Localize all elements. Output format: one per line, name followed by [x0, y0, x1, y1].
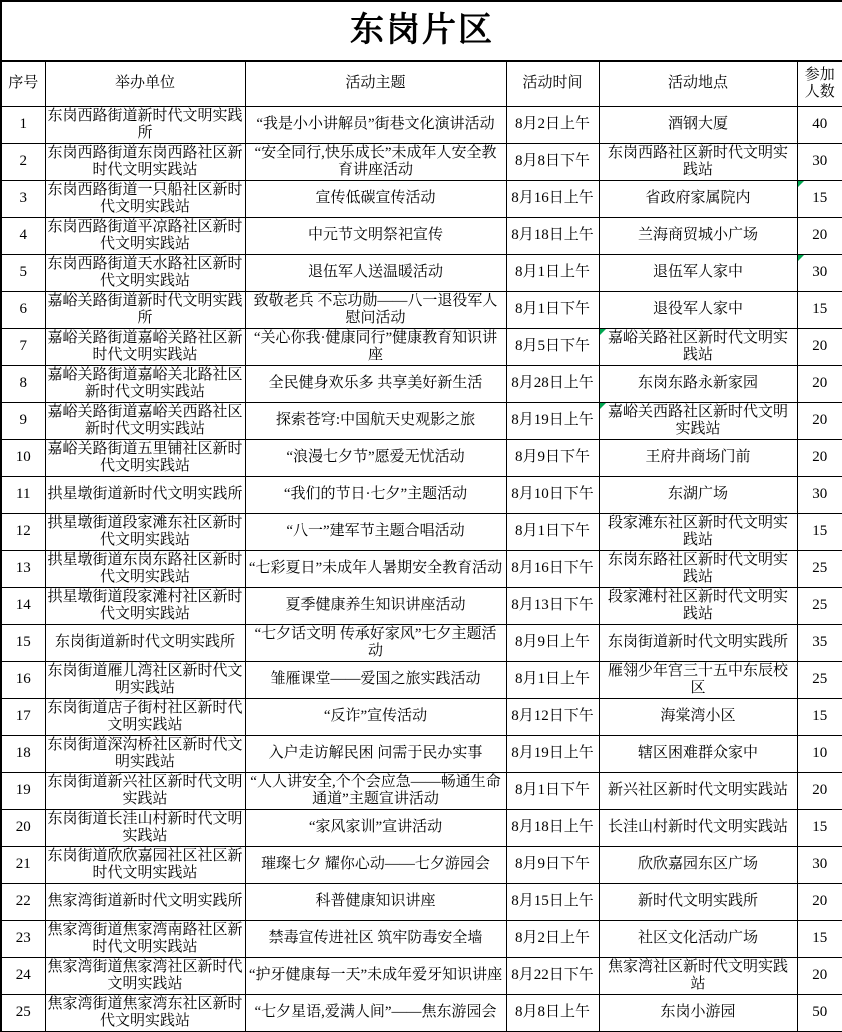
col-header-organizer: 举办单位	[45, 61, 245, 106]
cell-location: 雁翎少年宫三十五中东辰校区	[599, 661, 797, 698]
cell-organizer: 东岗街道新兴社区新时代文明实践站	[45, 772, 245, 809]
cell-location: 嘉峪关路社区新时代文明实践站	[599, 328, 797, 365]
cell-location: 嘉峪关西路社区新时代文明实践站	[599, 402, 797, 439]
cell-location: 辖区困难群众家中	[599, 735, 797, 772]
table-row	[1, 661, 842, 698]
cell-time: 8月8日上午	[506, 994, 599, 1032]
cell-index: 6	[1, 291, 45, 328]
cell-index: 8	[1, 365, 45, 402]
cell-participants: 20	[797, 365, 842, 402]
title-row	[1, 1, 842, 61]
cell-theme: “关心你我·健康同行”健康教育知识讲座	[245, 328, 506, 365]
cell-time: 8月2日上午	[506, 106, 599, 143]
cell-organizer: 嘉峪关路街道新时代文明实践所	[45, 291, 245, 328]
cell-location: 东岗东路永新家园	[599, 365, 797, 402]
table-row	[1, 513, 842, 550]
cell-time: 8月9日下午	[506, 846, 599, 883]
cell-index: 23	[1, 920, 45, 957]
cell-organizer: 拱星墩街道新时代文明实践所	[45, 476, 245, 513]
cell-location: 社区文化活动广场	[599, 920, 797, 957]
table-row	[1, 957, 842, 994]
cell-participants: 30	[797, 143, 842, 180]
cell-participants: 15	[797, 291, 842, 328]
table-row	[1, 772, 842, 809]
cell-time: 8月2日上午	[506, 920, 599, 957]
table-body	[1, 106, 842, 1032]
cell-location: 省政府家属院内	[599, 180, 797, 217]
cell-participants: 30	[797, 846, 842, 883]
cell-organizer: 东岗西路街道平凉路社区新时代文明实践站	[45, 217, 245, 254]
cell-time: 8月1日下午	[506, 513, 599, 550]
table-row	[1, 920, 842, 957]
cell-theme: “七夕话文明 传承好家风”七夕主题活动	[245, 624, 506, 661]
cell-error-indicator-icon	[798, 255, 804, 261]
cell-time: 8月19日上午	[506, 735, 599, 772]
cell-theme: 宣传低碳宣传活动	[245, 180, 506, 217]
table-row	[1, 328, 842, 365]
table-row	[1, 587, 842, 624]
cell-organizer: 东岗西路街道天水路社区新时代文明实践站	[45, 254, 245, 291]
cell-participants: 20	[797, 402, 842, 439]
cell-participants: 20	[797, 439, 842, 476]
cell-time: 8月13日下午	[506, 587, 599, 624]
cell-location: 东岗东路社区新时代文明实践站	[599, 550, 797, 587]
cell-index: 15	[1, 624, 45, 661]
table-row	[1, 402, 842, 439]
cell-location: 东岗小游园	[599, 994, 797, 1032]
cell-theme: 探索苍穹:中国航天史观影之旅	[245, 402, 506, 439]
table-row	[1, 735, 842, 772]
cell-time: 8月9日上午	[506, 624, 599, 661]
cell-time: 8月19日上午	[506, 402, 599, 439]
cell-location: 东湖广场	[599, 476, 797, 513]
cell-theme: 科普健康知识讲座	[245, 883, 506, 920]
cell-location: 酒钢大厦	[599, 106, 797, 143]
table-row	[1, 143, 842, 180]
table-row	[1, 809, 842, 846]
table-row	[1, 180, 842, 217]
cell-index: 17	[1, 698, 45, 735]
cell-location: 欣欣嘉园东区广场	[599, 846, 797, 883]
cell-index: 25	[1, 994, 45, 1032]
table-row	[1, 439, 842, 476]
cell-theme: 禁毒宣传进社区 筑牢防毒安全墙	[245, 920, 506, 957]
cell-index: 1	[1, 106, 45, 143]
cell-organizer: 东岗街道店子街村社区新时代文明实践站	[45, 698, 245, 735]
cell-theme: 全民健身欢乐多 共享美好新生活	[245, 365, 506, 402]
cell-theme: “我们的节日·七夕”主题活动	[245, 476, 506, 513]
cell-index: 18	[1, 735, 45, 772]
cell-time: 8月9日下午	[506, 439, 599, 476]
table-row	[1, 698, 842, 735]
cell-organizer: 嘉峪关路街道嘉峪关北路社区新时代文明实践站	[45, 365, 245, 402]
cell-theme: “反诈”宣传活动	[245, 698, 506, 735]
cell-theme: “七夕星语,爱满人间”——焦东游园会	[245, 994, 506, 1032]
cell-index: 12	[1, 513, 45, 550]
cell-error-indicator-icon	[798, 181, 804, 187]
cell-index: 22	[1, 883, 45, 920]
table-row	[1, 291, 842, 328]
cell-participants: 20	[797, 328, 842, 365]
cell-theme: “八一”建军节主题合唱活动	[245, 513, 506, 550]
cell-error-indicator-icon	[600, 329, 606, 335]
cell-participants: 10	[797, 735, 842, 772]
table-row	[1, 476, 842, 513]
cell-participants: 20	[797, 217, 842, 254]
cell-index: 14	[1, 587, 45, 624]
cell-index: 11	[1, 476, 45, 513]
table-row	[1, 846, 842, 883]
cell-theme: “家风家训”宣讲活动	[245, 809, 506, 846]
cell-index: 3	[1, 180, 45, 217]
cell-organizer: 焦家湾街道焦家湾东社区新时代文明实践站	[45, 994, 245, 1032]
cell-theme: 致敬老兵 不忘功勋——八一退役军人慰问活动	[245, 291, 506, 328]
cell-participants: 50	[797, 994, 842, 1032]
cell-organizer: 东岗西路街道新时代文明实践所	[45, 106, 245, 143]
cell-time: 8月10日下午	[506, 476, 599, 513]
cell-organizer: 东岗街道新时代文明实践所	[45, 624, 245, 661]
cell-organizer: 焦家湾街道新时代文明实践所	[45, 883, 245, 920]
cell-participants: 15	[797, 513, 842, 550]
table-row	[1, 624, 842, 661]
cell-location: 段家滩东社区新时代文明实践站	[599, 513, 797, 550]
cell-organizer: 拱星墩街道段家滩村社区新时代文明实践站	[45, 587, 245, 624]
cell-index: 5	[1, 254, 45, 291]
cell-time: 8月22日下午	[506, 957, 599, 994]
cell-location: 兰海商贸城小广场	[599, 217, 797, 254]
cell-organizer: 东岗街道深沟桥社区新时代文明实践站	[45, 735, 245, 772]
cell-time: 8月8日下午	[506, 143, 599, 180]
cell-time: 8月1日下午	[506, 772, 599, 809]
cell-participants: 20	[797, 957, 842, 994]
cell-organizer: 焦家湾街道焦家湾南路社区新时代文明实践站	[45, 920, 245, 957]
cell-participants: 35	[797, 624, 842, 661]
table-row	[1, 550, 842, 587]
table-row	[1, 217, 842, 254]
cell-index: 21	[1, 846, 45, 883]
cell-organizer: 东岗街道欣欣嘉园社区社区新时代文明实践站	[45, 846, 245, 883]
cell-time: 8月1日下午	[506, 291, 599, 328]
cell-participants: 30	[797, 254, 842, 291]
cell-theme: “护牙健康每一天”未成年爱牙知识讲座	[245, 957, 506, 994]
col-header-location: 活动地点	[599, 61, 797, 106]
cell-theme: “我是小小讲解员”街巷文化演讲活动	[245, 106, 506, 143]
cell-organizer: 东岗西路街道一只船社区新时代文明实践站	[45, 180, 245, 217]
cell-participants: 40	[797, 106, 842, 143]
cell-participants: 30	[797, 476, 842, 513]
cell-index: 20	[1, 809, 45, 846]
cell-time: 8月18日上午	[506, 809, 599, 846]
cell-participants: 20	[797, 883, 842, 920]
cell-location: 东岗西路社区新时代文明实践站	[599, 143, 797, 180]
cell-participants: 15	[797, 920, 842, 957]
cell-location: 王府井商场门前	[599, 439, 797, 476]
cell-time: 8月1日上午	[506, 254, 599, 291]
cell-participants: 20	[797, 772, 842, 809]
page-title: 东岗片区	[1, 1, 842, 61]
cell-index: 10	[1, 439, 45, 476]
cell-theme: 入户走访解民困 问需于民办实事	[245, 735, 506, 772]
cell-index: 2	[1, 143, 45, 180]
cell-organizer: 东岗西路街道东岗西路社区新时代文明实践站	[45, 143, 245, 180]
cell-organizer: 拱星墩街道段家滩东社区新时代文明实践站	[45, 513, 245, 550]
cell-location: 东岗街道新时代文明实践所	[599, 624, 797, 661]
cell-organizer: 东岗街道长洼山村新时代文明实践站	[45, 809, 245, 846]
table-row	[1, 994, 842, 1032]
cell-theme: “浪漫七夕节”愿爱无忧活动	[245, 439, 506, 476]
col-header-index: 序号	[1, 61, 45, 106]
cell-index: 4	[1, 217, 45, 254]
table-row	[1, 106, 842, 143]
cell-participants: 15	[797, 809, 842, 846]
cell-theme: 雏雁课堂——爱国之旅实践活动	[245, 661, 506, 698]
cell-location: 长洼山村新时代文明实践站	[599, 809, 797, 846]
cell-participants: 15	[797, 180, 842, 217]
cell-theme: 璀璨七夕 耀你心动——七夕游园会	[245, 846, 506, 883]
cell-time: 8月16日上午	[506, 180, 599, 217]
cell-index: 19	[1, 772, 45, 809]
table-header-row	[1, 61, 842, 106]
cell-index: 24	[1, 957, 45, 994]
cell-theme: “安全同行,快乐成长”未成年人安全教育讲座活动	[245, 143, 506, 180]
cell-theme: “人人讲安全,个个会应急——畅通生命通道”主题宣讲活动	[245, 772, 506, 809]
cell-location: 焦家湾社区新时代文明实践站	[599, 957, 797, 994]
cell-location: 退役军人家中	[599, 291, 797, 328]
cell-time: 8月5日下午	[506, 328, 599, 365]
cell-location: 新兴社区新时代文明实践站	[599, 772, 797, 809]
table-row	[1, 365, 842, 402]
col-header-theme: 活动主题	[245, 61, 506, 106]
table-row	[1, 254, 842, 291]
cell-error-indicator-icon	[600, 403, 606, 409]
cell-organizer: 嘉峪关路街道五里铺社区新时代文明实践站	[45, 439, 245, 476]
cell-time: 8月15日上午	[506, 883, 599, 920]
cell-organizer: 东岗街道雁儿湾社区新时代文明实践站	[45, 661, 245, 698]
cell-time: 8月12日下午	[506, 698, 599, 735]
cell-organizer: 焦家湾街道焦家湾社区新时代文明实践站	[45, 957, 245, 994]
table-row	[1, 883, 842, 920]
cell-index: 13	[1, 550, 45, 587]
cell-time: 8月16日下午	[506, 550, 599, 587]
cell-index: 9	[1, 402, 45, 439]
cell-location: 海棠湾小区	[599, 698, 797, 735]
cell-time: 8月18日上午	[506, 217, 599, 254]
cell-participants: 25	[797, 661, 842, 698]
cell-theme: “七彩夏日”未成年人暑期安全教育活动	[245, 550, 506, 587]
cell-participants: 25	[797, 587, 842, 624]
cell-theme: 夏季健康养生知识讲座活动	[245, 587, 506, 624]
cell-index: 7	[1, 328, 45, 365]
cell-participants: 25	[797, 550, 842, 587]
cell-time: 8月28日上午	[506, 365, 599, 402]
cell-organizer: 嘉峪关路街道嘉峪关西路社区新时代文明实践站	[45, 402, 245, 439]
cell-location: 段家滩村社区新时代文明实践站	[599, 587, 797, 624]
cell-theme: 中元节文明祭祀宣传	[245, 217, 506, 254]
cell-location: 退伍军人家中	[599, 254, 797, 291]
cell-theme: 退伍军人送温暖活动	[245, 254, 506, 291]
col-header-participants: 参加人数	[797, 61, 842, 106]
col-header-time: 活动时间	[506, 61, 599, 106]
cell-participants: 15	[797, 698, 842, 735]
cell-index: 16	[1, 661, 45, 698]
cell-time: 8月1日上午	[506, 661, 599, 698]
cell-location: 新时代文明实践所	[599, 883, 797, 920]
cell-organizer: 嘉峪关路街道嘉峪关路社区新时代文明实践站	[45, 328, 245, 365]
cell-organizer: 拱星墩街道东岗东路社区新时代文明实践站	[45, 550, 245, 587]
